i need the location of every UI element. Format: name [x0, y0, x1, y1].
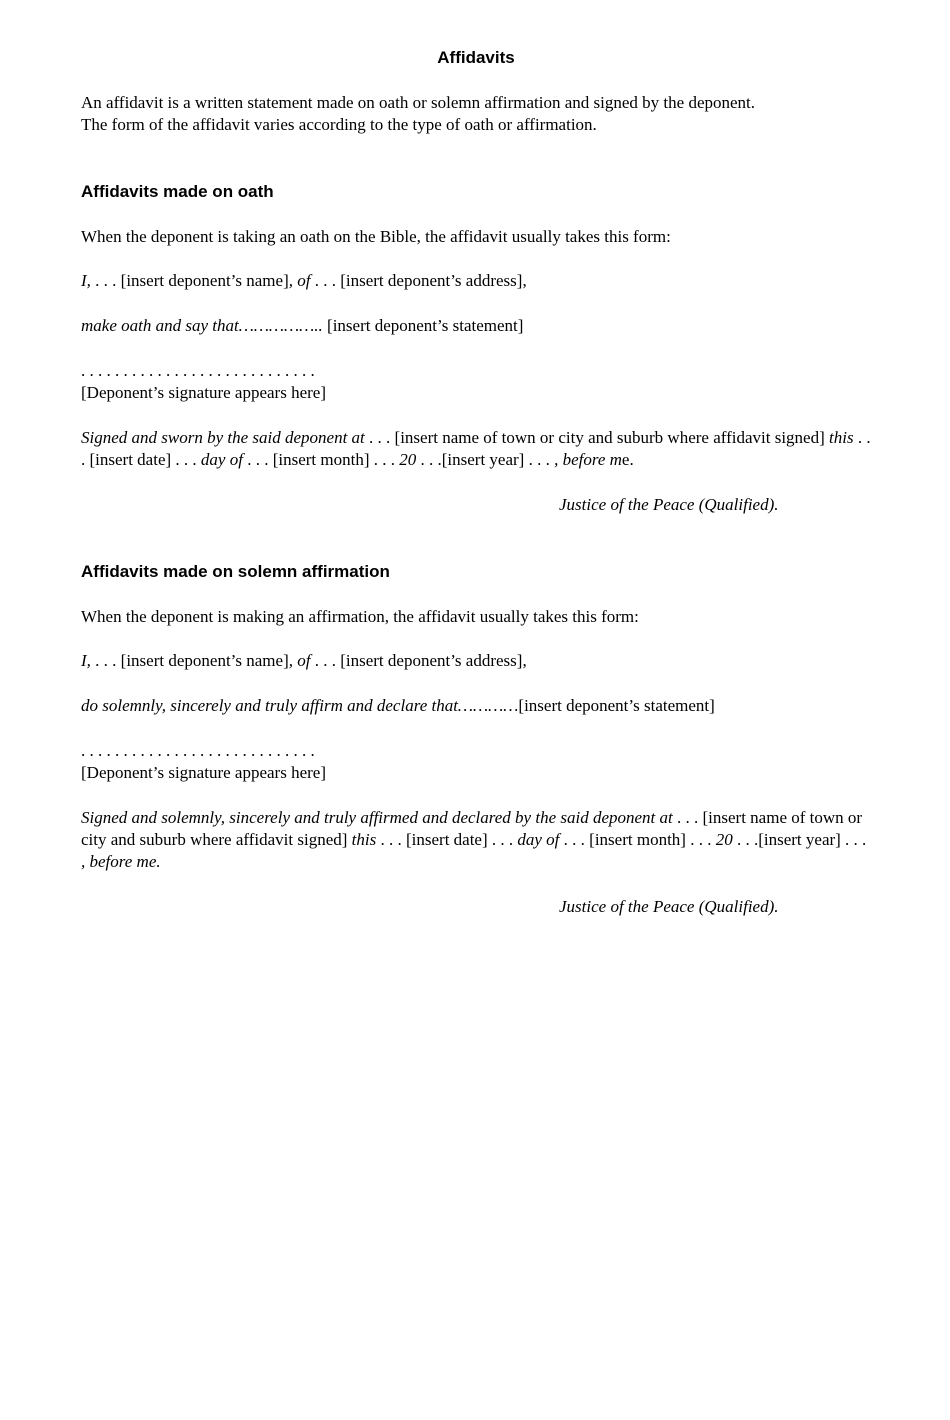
affirmation-statement-line: [81, 695, 871, 717]
affirmation-jurat-place: . . . [insert name of town or city and suburb where affidavit signed]: [81, 808, 863, 849]
oath-lead: When the deponent is taking an oath on the Bible, the affidavit usually takes this form:: [81, 227, 671, 246]
oath-signature-block: [81, 360, 871, 404]
affirmation-jurat-date: . . . [insert date] . . .: [376, 830, 518, 849]
oath-statement-phrase: make oath and say that……………..: [81, 316, 323, 335]
affirmation-jurat-month: . . . [insert month] . . .: [559, 830, 716, 849]
affirmation-statement-field: [insert deponent’s statement]: [518, 696, 715, 715]
oath-signature-dots: . . . . . . . . . . . . . . . . . . . . . . . . . . . .: [81, 361, 315, 380]
affirmation-justice-line: [81, 896, 871, 918]
affirmation-name-of: , of: [288, 651, 311, 670]
affirmation-jurat-before: , before me.: [81, 852, 161, 871]
affirmation-address-field: . . . [insert deponent’s address],: [310, 651, 527, 670]
oath-name-line: [81, 270, 871, 292]
oath-jurat-place: . . . [insert name of town or city and suburb where affidavit signed]: [364, 428, 830, 447]
oath-name-field: . . . [insert deponent’s name]: [90, 271, 289, 290]
intro-paragraph: [81, 92, 871, 136]
affirmation-signature-block: [81, 740, 871, 784]
oath-jurat-year: . . .[insert year] . . .: [416, 450, 555, 469]
intro-line-2: The form of the affidavit varies according to the type of oath or affirmation.: [81, 115, 597, 134]
oath-jurat-end: e.: [621, 450, 634, 469]
affirmation-jurat-dayof: day of: [517, 830, 560, 849]
affirmation-signature-label: [Deponent’s signature appears here]: [81, 763, 326, 782]
oath-address-field: . . . [insert deponent’s address],: [310, 271, 527, 290]
affirmation-heading: Affidavits made on solemn affirmation: [81, 562, 390, 581]
intro-line-1: An affidavit is a written statement made on oath or solemn affirmation and signed by the deponent.: [81, 93, 756, 112]
oath-jurat-this: this: [829, 428, 854, 447]
oath-jurat-signed: Signed and sworn by the said deponent at: [81, 428, 365, 447]
oath-justice-line: [81, 494, 871, 516]
oath-jurat-20: 20: [399, 450, 417, 469]
oath-statement-line: [81, 315, 871, 337]
affirmation-jurat: [81, 807, 871, 873]
affirmation-jurat-20: 20: [715, 830, 733, 849]
oath-jurat-month: . . . [insert month] . . .: [242, 450, 400, 469]
oath-statement-field: [insert deponent’s statement]: [322, 316, 524, 335]
affirmation-name-i: I,: [81, 651, 91, 670]
oath-jurat-dayof: day of: [200, 450, 243, 469]
affirmation-statement-phrase: do solemnly, sincerely and truly affirm and declare that…………: [81, 696, 519, 715]
oath-name-of: , of: [288, 271, 311, 290]
affirmation-jurat-this: this: [351, 830, 377, 849]
oath-jurat: [81, 427, 871, 471]
affirmation-jurat-year: . . .[insert year] . . .: [732, 830, 867, 849]
oath-justice-of-peace: Justice of the Peace (Qualified).: [559, 495, 779, 514]
oath-name-i: I,: [81, 271, 91, 290]
oath-signature-label: [Deponent’s signature appears here]: [81, 383, 326, 402]
affirmation-name-line: [81, 650, 871, 672]
affirmation-justice-of-peace: Justice of the Peace (Qualified).: [559, 897, 779, 916]
oath-jurat-before: , before m: [554, 450, 622, 469]
affirmation-jurat-signed: Signed and solemnly, sincerely and truly affirmed and declared by the said deponent at: [81, 808, 673, 827]
oath-jurat-date: . . . [insert date] . . .: [81, 428, 871, 469]
affirmation-lead: When the deponent is making an affirmation, the affidavit usually takes this form:: [81, 607, 639, 626]
affirmation-name-field: . . . [insert deponent’s name]: [90, 651, 289, 670]
page-title: Affidavits: [437, 48, 515, 67]
affirmation-signature-dots: . . . . . . . . . . . . . . . . . . . . . . . . . . . .: [81, 741, 315, 760]
oath-heading: Affidavits made on oath: [81, 182, 274, 201]
